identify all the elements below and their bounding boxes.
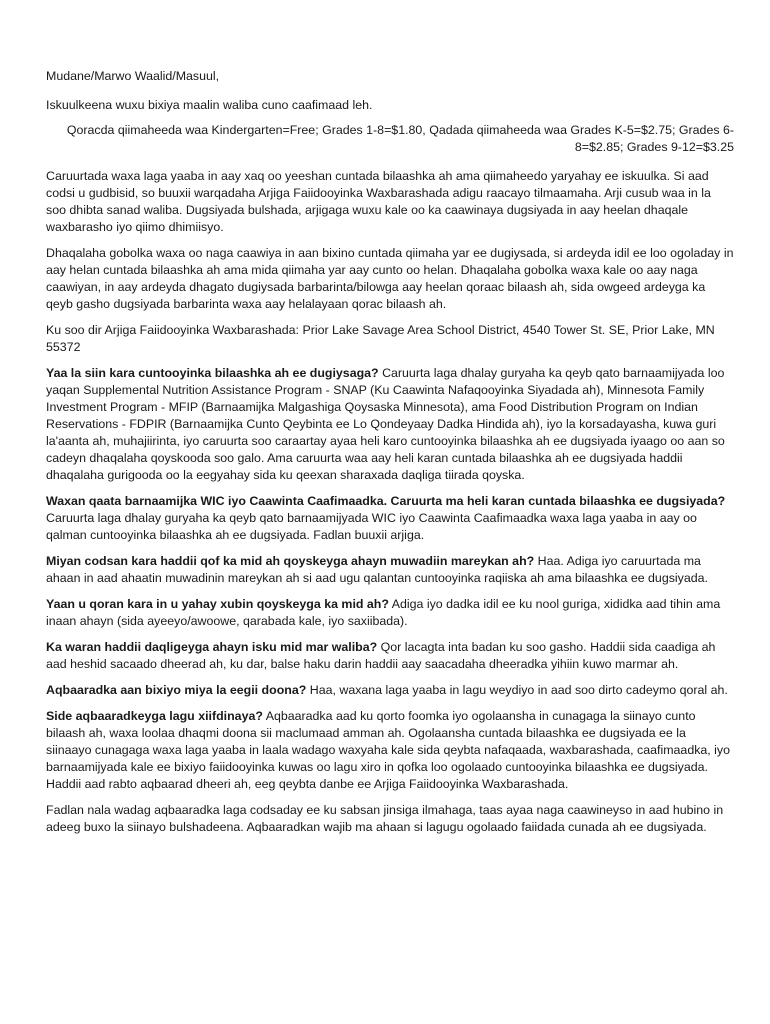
- paragraph-eligibility: Caruurtada waxa laga yaaba in aay xaq oo yeeshan cuntada bilaashka ah ama qiimaheedo yaryahay ee iskuulka. Si aad codsi u gudbisid, so buuxii warqadaha Arjiga Faiidooyinka Waxbarashada adigu raacayo tilmaamaha. Arji cusub waa in la soo dhibta sanad waliba. Dugsiyada bulshada, arjigaga wuxu kale oo ka caawinaya dugsiyada in aay heelan dhaqale waxbarasho iyo qiimo dhimiisyo.: [46, 169, 711, 234]
- closing-paragraph: Fadlan nala wadag aqbaaradka laga codsaday ee ku sabsan jinsiga ilmahaga, taas ayaa naga caawineyso in aad hubino in adeeg buxo la siinayo bulshadeena. Aqbaaradkan wajib ma ahaan si lagugu ogolaado faiidada cunada ah ee dugsiyada.: [46, 803, 724, 834]
- faq-answer: Haa. Adiga iyo caruurtada ma ahaan in aad ahaatin muwadinin mareykan ah si aad ugu qalantan cuntooyinka raqiiska ah ama bilaashka ee dugsiyada.: [46, 554, 708, 585]
- faq-question: Ka waran haddii daqligeyga ahayn isku mid mar waliba?: [46, 640, 378, 654]
- faq-answer: Caruurta laga dhalay guryaha ka qeyb qato barnaamijyada loo yaqan Supplemental Nutrition Assistance Program - SNAP (Ku Caawinta Nafaqooyinka Siyadada ah), Minnesota Family Investment Program - MFIP (Barnaamijka Malgashiga Qoysaska Minnesota), ama Food Distribution Program on Indian Reservations - FDPIR (Barnaamijka Cunto Qeybinta ee Lo Qondeyaay Dadka Hindida ah), iyo la korsadayasha, kuwa guri la'aanta ah, muhajiirinta, iyo caruurta soo caraartay ayaa heli karo cuntooyinka bilaashka ah ee dugsiyada iyaago oo aan so cadeyn dhaqalaha qoyskooda soo galo. Ama caruurta waa aay heli karan cuntada bilaashka ah ee dugsiyada haddii dhaqalaha gurigooda oo la eegyahay sida ku qeexan sharaxada daqliga tiirada qoyska.: [46, 366, 725, 482]
- mailing-address: Ku soo dir Arjiga Faiidooyinka Waxbarashada: Prior Lake Savage Area School District, 4540 Tower St. SE, Prior Lake, MN 55372: [46, 323, 715, 354]
- faq-question: Aqbaaradka aan bixiyo miya la eegii doona?: [46, 683, 307, 697]
- faq-question: Yaa la siin kara cuntooyinka bilaashka ah ee dugiysaga?: [46, 366, 379, 380]
- faq-answer: Qor lacagta inta badan ku soo gasho. Haddii sida caadiga ah aad heshid sacaado dheerad ah, ku dar, balse haku darin haddii aay saacadaha dheeradka yihiin kuwo marmar ah.: [46, 640, 716, 671]
- faq-answer: Adiga iyo dadka idil ee ku nool guriga, xididka aad tihin ama inaan ahayn (sida ayeeyo/awoowe, qarabada kale, iyo saxiibada).: [46, 597, 721, 628]
- paragraph-state-funding: Dhaqalaha gobolka waxa oo naga caawiya in aan bixino cuntada qiimaha yar ee dugiysada, si ardeyda idil ee loo ogoladay in aay helan cuntada bilaashka ah ama mida qiimaha yar aay cunto oo helan. Dhaqalaha gobolka waxa kale oo aay naga caawiyan, in aay ardeyda dhagato dugiysada barbarinta/bilowga aay heelan qoraac bilaash ah, sida owgeed ardeyga ka qeyb gasho dugsiyada barbarinta waxa aay helalayaan qorac bilaash ah.: [46, 246, 734, 311]
- faq-question: Side aqbaaradkeyga lagu xiifdinaya?: [46, 709, 263, 723]
- faq-item: [46, 682, 734, 699]
- faq-question: Miyan codsan kara haddii qof ka mid ah qoyskeyga ahayn muwadiin mareykan ah?: [46, 554, 535, 568]
- meal-prices: Qoracda qiimaheeda waa Kindergarten=Free; Grades 1-8=$1.80, Qadada qiimaheeda waa Grades K-5=$2.75; Grades 6-8=$2.85; Grades 9-12=$3.25: [66, 123, 734, 154]
- faq-item: [46, 708, 734, 793]
- faq-question: Waxan qaata barnaamijka WIC iyo Caawinta Caafimaadka. Caruurta ma heli karan cuntada bilaashka ee dugsiyada?: [46, 494, 726, 508]
- faq-answer: Caruurta laga dhalay guryaha ka qeyb qato barnaamijyada WIC iyo Caawinta Caafimaadka waxa laga yaaba in aay oo qalman cuntooyinka bilaashka ah ee dugsiyada. Fadlan buuxii arjiga.: [46, 511, 697, 542]
- faq-item: [46, 596, 734, 630]
- faq-answer: Aqbaaradka aad ku qorto foomka iyo ogolaansha in cunagaga la siinayo cunto bilaash ah, waxa loolaa dhaqmi doona sii maclumaad amman ah. Ogolaansha cuntada bilaashka ee dugsiyada ee la siinaayo cunagaga waxa laga yaaba in laala wadago waxyaha kale sida qeybta nafaqaada, waxbarashada, caafimaadka, iyo barnaamijyada kale ee bixiyo faiidooyinka kuwas oo lagu xiro in qofka loo ogolaado cuntooyinka bilaashka ee dugsiyada. Haddii aad rabto aqbaarad dheeri ah, eeg qeybta danbe ee Arjiga Faiidooyinka Waxbarashada.: [46, 709, 731, 791]
- faq-answer: Haa, waxana laga yaaba in lagu weydiyo in aad soo dirto cadeymo qoral ah.: [309, 683, 728, 697]
- faq-item: [46, 493, 734, 544]
- faq-question: Yaan u qoran kara in u yahay xubin qoyskeyga ka mid ah?: [46, 597, 389, 611]
- letter: [46, 68, 734, 845]
- greeting: Mudane/Marwo Waalid/Masuul,: [46, 69, 220, 83]
- faq-item: [46, 553, 734, 587]
- faq-item: [46, 639, 734, 673]
- faq-item: [46, 365, 734, 484]
- intro-line: Iskuulkeena wuxu bixiya maalin waliba cuno caafimaad leh.: [46, 98, 373, 112]
